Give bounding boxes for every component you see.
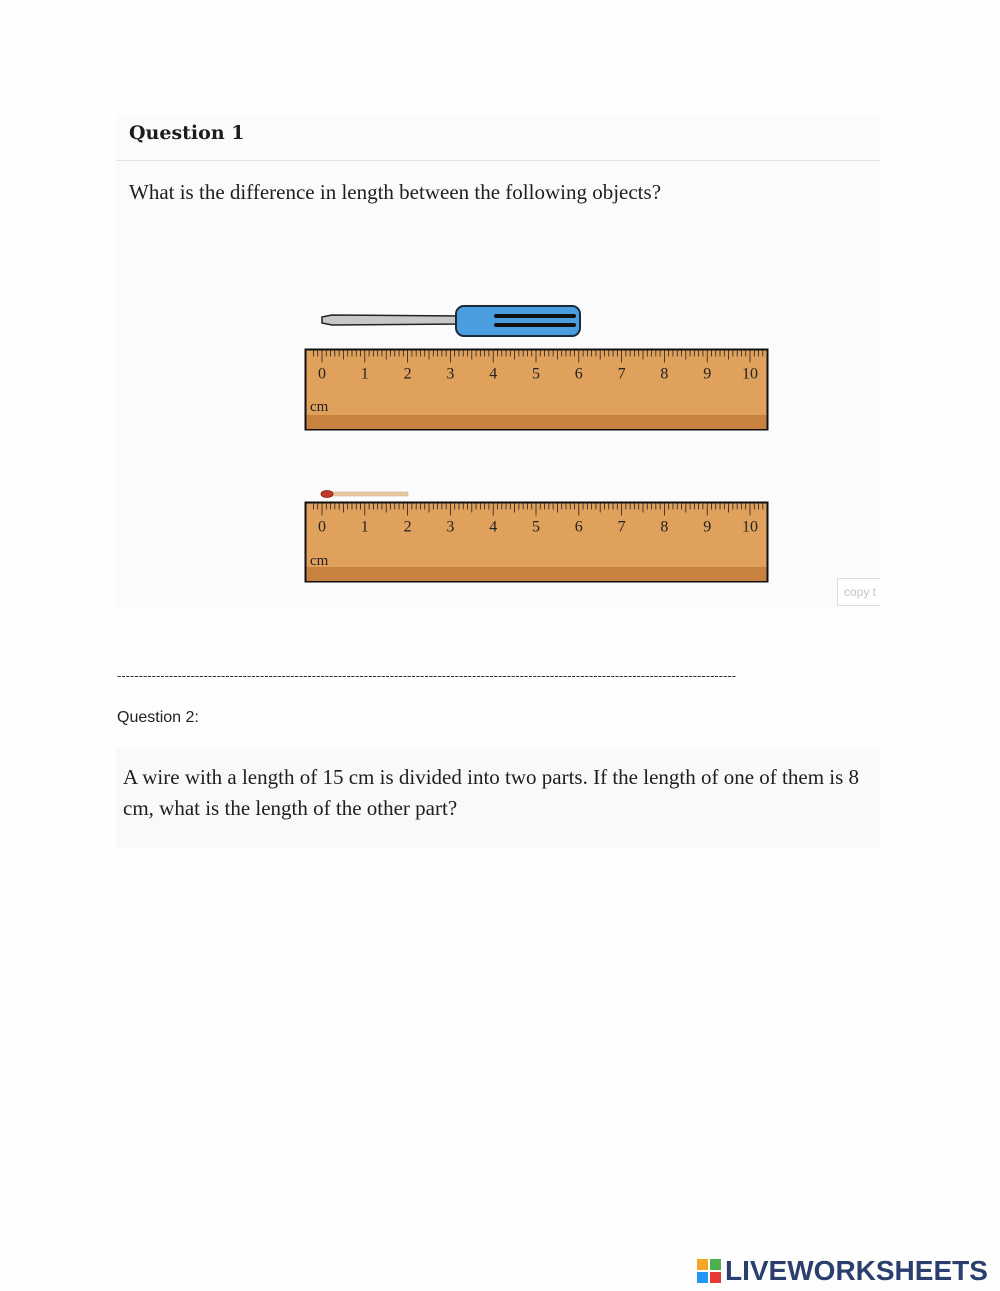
- ruler-1-number: 9: [703, 365, 712, 383]
- ruler-2-number: 7: [617, 518, 626, 536]
- section-separator: -----------------------------------------------------------------------------------------------------------------------------------------------: [117, 668, 737, 683]
- question-1-title: Question 1: [129, 122, 245, 144]
- ruler-1-number: 2: [403, 365, 412, 383]
- logo-text: LIVEWORKSHEETS: [725, 1255, 988, 1286]
- liveworksheets-logo: [697, 1254, 988, 1288]
- question-1-prompt: What is the difference in length between the following objects?: [129, 180, 662, 204]
- ruler-1-number: 4: [489, 365, 498, 383]
- ruler-2-unit-label: cm: [310, 553, 329, 569]
- ruler-1-number: 8: [660, 365, 669, 383]
- ruler-1-number: 3: [446, 365, 455, 383]
- question-2-card: [116, 748, 880, 848]
- ruler-1-number: 0: [318, 365, 326, 383]
- copy-tab[interactable]: copy t: [837, 578, 880, 606]
- question-2-prompt: A wire with a length of 15 cm is divided into two parts. If the length of one of them is 8 cm, what is the length of the other part?: [123, 765, 860, 820]
- ruler-1-number: 7: [617, 365, 626, 383]
- ruler-2-number: 8: [660, 518, 669, 536]
- measurement-illustration: [0, 0, 1000, 620]
- ruler-1-number: 6: [574, 365, 583, 383]
- ruler-2-number: 9: [703, 518, 712, 536]
- ruler-2-number: 0: [318, 518, 326, 536]
- ruler-2-number: 1: [360, 518, 369, 536]
- ruler-2-number: 2: [403, 518, 412, 536]
- question-2-label: Question 2:: [117, 709, 199, 726]
- ruler-1-number: 5: [532, 365, 540, 383]
- ruler-2-number: 5: [532, 518, 540, 536]
- ruler-2-number: 3: [446, 518, 455, 536]
- ruler-1-unit-label: cm: [310, 399, 329, 415]
- screwdriver-icon: [322, 306, 580, 336]
- ruler-1: [306, 350, 768, 430]
- matchstick-icon: [321, 491, 408, 498]
- ruler-1-number: 1: [360, 365, 369, 383]
- ruler-2-number: 6: [574, 518, 583, 536]
- liveworksheets-logo-icon: [697, 1259, 721, 1283]
- ruler-1-number: 10: [742, 365, 758, 383]
- ruler-2: [306, 503, 768, 582]
- ruler-2-number: 4: [489, 518, 498, 536]
- ruler-2-number: 10: [742, 518, 758, 536]
